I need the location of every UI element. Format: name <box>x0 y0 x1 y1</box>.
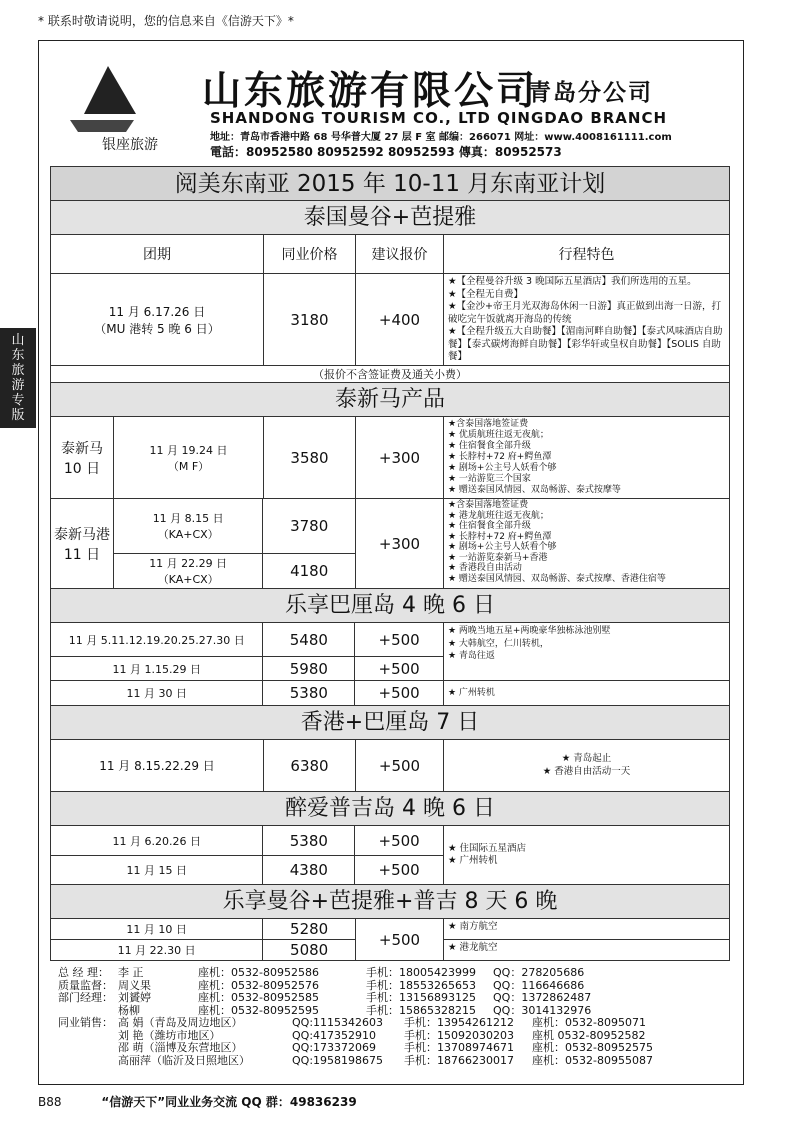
tour-route: （MU 港转 5 晚 6 日） <box>94 321 220 336</box>
contact-name: 李 正 <box>118 966 144 979</box>
feature-line: ★ 剧场+公主号人妖看个够 <box>448 542 557 552</box>
feature-line: ★ 优质航班往返无夜航； <box>448 430 549 440</box>
feature-line: ★ 南方航空 <box>444 919 729 940</box>
product-name: 泰新马 10 日 <box>51 417 114 498</box>
contact-landline: 座机：0532-80952585 <box>198 991 319 1004</box>
contact-name: 杨柳 <box>118 1003 140 1017</box>
price-table <box>50 166 730 961</box>
feature-line: ★【全程曼谷升级 3 晚国际五星酒店】我们所选用的五星。 <box>448 276 697 287</box>
feature-line: ★ 港龙航空 <box>448 942 498 953</box>
tour-price: 5280 <box>290 920 329 938</box>
feature-line: ★ 青岛起止 <box>561 753 612 764</box>
feature-line: ★ 两晚当地五星+两晚豪华独栋泳池别墅 <box>448 626 611 636</box>
contact-mobile: 手机：18005423999 <box>366 966 476 979</box>
section-combo: 乐享曼谷+芭提雅+普吉 8 天 6 晚 <box>51 885 729 919</box>
company-english: SHANDONG TOURISM CO., LTD QINGDAO BRANCH <box>210 109 668 127</box>
table-row <box>51 623 443 657</box>
contact-mobile: 手机：18766230017 <box>404 1053 514 1067</box>
contact-row <box>58 967 653 980</box>
tour-date: 11 月 8.15 日 <box>152 512 224 525</box>
feature-line: ★ 香港自由活动一天 <box>542 765 631 777</box>
page-banner: 阅美东南亚 2015 年 10-11 月东南亚计划 <box>51 167 729 201</box>
contact-qq: QQ：278205686 <box>493 966 585 979</box>
feature-line: ★ 一站游览三个国家 <box>448 474 531 484</box>
tour-date: 11 月 22.29 日 <box>149 557 228 570</box>
section-bali: 乐享巴厘岛 4 晚 6 日 <box>51 589 729 623</box>
contact-landline: 座机：0532-80952586 <box>198 966 319 979</box>
contact-landline: 座机：0532-80952576 <box>198 978 319 992</box>
contact-mobile: 手机：13954261212 <box>404 1016 514 1029</box>
tour-suggest: +500 <box>378 659 420 678</box>
contact-mobile: 手机：15865328215 <box>366 1003 476 1017</box>
contact-row <box>58 992 653 1005</box>
contact-qq: QQ:1115342603 <box>292 1016 384 1029</box>
contact-name: 邵 萌（淄博及东营地区） <box>118 1041 243 1054</box>
company-phones: 電話：80952580 80952592 80952593 傳真：80952573 <box>210 145 562 159</box>
footer <box>38 1093 357 1110</box>
product-name: 泰新马港 11 日 <box>51 499 114 588</box>
page-number: B88 <box>38 1095 62 1109</box>
contact-mobile: 手机：13708974671 <box>404 1041 514 1054</box>
price-note: （报价不含签证费及通关小费） <box>51 366 729 383</box>
contact-name: 刘 艳（潍坊市地区） <box>118 1028 221 1042</box>
feature-line: ★ 住宿餐食全部升级 <box>448 441 531 451</box>
feature-line: ★ 香港段自由活动 <box>448 563 522 573</box>
contact-name: 高 娟（青岛及周边地区） <box>118 1016 243 1029</box>
tour-suggest: +300 <box>356 499 444 588</box>
contact-mobile: 手机：13156893125 <box>366 991 476 1004</box>
contact-landline: 座机：0532-8095071 <box>532 1016 646 1029</box>
tour-date: 11 月 30 日 <box>51 681 263 705</box>
feature-line: ★ 广州转机 <box>448 855 498 866</box>
contact-role <box>58 1055 118 1068</box>
feature-line: ★ 住国际五星酒店 <box>448 842 527 854</box>
tour-price: 6380 <box>264 740 356 791</box>
section-thai: 泰国曼谷+芭提雅 <box>51 201 729 235</box>
feature-line: ★ 青岛往返 <box>448 651 495 661</box>
tour-date: 11 月 1.15.29 日 <box>51 657 263 680</box>
tour-suggest: +500 <box>378 861 420 879</box>
top-note: * 联系时敬请说明，您的信息来自《信游天下》* <box>38 14 294 28</box>
tour-price: 3580 <box>264 417 356 498</box>
table-row <box>51 826 443 856</box>
contact-mobile: 手机：15092030203 <box>404 1028 514 1042</box>
contact-role: 质量监督： <box>58 978 113 992</box>
company-name: 山东旅游有限公司 <box>202 68 539 114</box>
tour-route: （KA+CX） <box>157 528 219 541</box>
contact-landline: 座机：0532-80955087 <box>532 1053 653 1067</box>
tour-suggest: +500 <box>356 919 444 960</box>
table-header <box>51 235 729 274</box>
feature-line: ★ 剧场+公主号人妖看个够 <box>448 463 557 473</box>
contact-list <box>58 967 653 1067</box>
tour-price: 5380 <box>263 826 355 855</box>
contact-name: 周义果 <box>118 978 151 992</box>
table-row <box>51 856 443 884</box>
tour-date: 11 月 5.11.12.19.20.25.27.30 日 <box>51 623 263 656</box>
tour-suggest: +400 <box>356 274 444 365</box>
feature-line: ★ 港龙航班往返无夜航； <box>448 510 549 521</box>
tour-date: 11 月 8.15.22.29 日 <box>51 740 264 791</box>
side-tab-char: 游 <box>11 378 25 393</box>
tour-price: 5980 <box>263 657 355 680</box>
tour-price: 5380 <box>263 681 355 705</box>
contact-role <box>58 1030 118 1043</box>
feature-line: ★ 大韩航空，仁川转机， <box>448 638 549 649</box>
contact-name: 高丽萍（临沂及日照地区） <box>118 1053 250 1067</box>
contact-landline: 座机 0532-80952582 <box>532 1028 646 1042</box>
feature-line: ★含泰国落地签证费 <box>448 500 529 510</box>
tour-price: 4380 <box>263 856 355 884</box>
tour-date: 11 月 6.17.26 日 <box>108 304 206 319</box>
section-tsm: 泰新马产品 <box>51 383 729 417</box>
tour-price: 3780 <box>290 517 329 535</box>
side-tab-char: 版 <box>11 408 25 423</box>
contact-role: 部门经理： <box>58 991 113 1004</box>
contact-name: 刘贇婷 <box>118 991 151 1004</box>
footer-text: “信游天下”同业业务交流 QQ 群：49836239 <box>101 1095 357 1109</box>
header-price: 同业价格 <box>264 235 356 273</box>
tour-suggest: +500 <box>378 630 420 649</box>
table-row <box>51 681 443 705</box>
contact-mobile: 手机：18553265653 <box>366 978 476 992</box>
tour-date: 11 月 10 日 <box>51 919 263 939</box>
contact-qq: QQ：116646686 <box>493 978 585 992</box>
tour-suggest: +500 <box>378 831 420 850</box>
feature-line: ★ 赠送泰国风情园、双岛畅游、泰式按摩、香港住宿等 <box>448 573 666 584</box>
side-tab-char: 东 <box>11 348 25 363</box>
tour-price: 5480 <box>263 623 355 656</box>
company-branch: 青岛分公司 <box>528 79 653 106</box>
tour-suggest: +500 <box>378 684 420 702</box>
company-address: 地址：青岛市香港中路 68 号华普大厦 27 层 F 室 邮编：266071 网址：www.4008161111.com <box>210 132 672 143</box>
contact-qq: QQ:417352910 <box>292 1028 377 1042</box>
contact-qq: QQ：3014132976 <box>493 1003 592 1017</box>
header-suggest: 建议报价 <box>356 235 444 273</box>
feature-line: ★ 广州转机 <box>448 687 495 698</box>
feature-line: ★ 住宿餐食全部升级 <box>448 521 531 531</box>
contact-qq: QQ：1372862487 <box>493 991 592 1004</box>
table-row <box>51 940 355 960</box>
side-tab-char: 旅 <box>11 363 25 378</box>
feature-line: ★【全程升级五大自助餐】【湄南河畔自助餐】【泰式风味酒店自助餐】【泰式碳烤海鲜自助餐】【彩华轩或皇权自助餐】【SOLIS 自助餐】 <box>448 326 723 362</box>
feature-line: ★ 长脖村+72 府+鳄鱼潭 <box>448 452 552 462</box>
table-row <box>51 740 729 792</box>
contact-landline: 座机：0532-80952595 <box>198 1003 319 1017</box>
table-row <box>51 274 729 366</box>
contact-role: 总 经 理： <box>58 966 109 979</box>
table-row <box>51 417 729 499</box>
feature-line: ★ 长脖村+72 府+鳄鱼潭 <box>448 531 552 542</box>
tour-route: （KA+CX） <box>157 573 219 586</box>
contact-qq: QQ:173372069 <box>292 1041 377 1054</box>
tour-date: 11 月 19.24 日 <box>149 443 228 457</box>
tour-date: 11 月 22.30 日 <box>51 940 263 960</box>
sales-row <box>58 1017 653 1030</box>
tour-suggest: +300 <box>356 417 444 498</box>
section-phuket: 醉爱普吉岛 4 晚 6 日 <box>51 792 729 826</box>
table-row <box>51 919 355 940</box>
feature-line: ★ 赠送泰国风情园、双岛畅游、泰式按摩等 <box>448 485 621 495</box>
header-dates: 团期 <box>51 235 264 273</box>
tour-price: 5080 <box>290 941 329 959</box>
contact-role <box>58 1042 118 1055</box>
tour-date: 11 月 6.20.26 日 <box>51 826 263 855</box>
sales-row <box>58 1055 653 1068</box>
section-hk: 香港+巴厘岛 7 日 <box>51 706 729 740</box>
side-tab <box>0 328 36 428</box>
header-features: 行程特色 <box>558 247 615 263</box>
tour-date: 11 月 15 日 <box>51 856 263 884</box>
feature-line: ★【全程无自费】 <box>448 288 524 300</box>
contact-role: 同业销售： <box>58 1016 113 1029</box>
tour-suggest: +500 <box>356 740 444 791</box>
table-row <box>51 657 443 681</box>
contact-landline: 座机：0532-80952575 <box>532 1041 653 1054</box>
tour-price: 4180 <box>290 562 329 580</box>
tour-price: 3180 <box>264 274 356 365</box>
side-tab-char: 专 <box>11 393 25 408</box>
contact-qq: QQ:1958198675 <box>292 1053 384 1067</box>
side-tab-char: 山 <box>11 333 25 348</box>
sales-row <box>58 1042 653 1055</box>
tour-route: （M F） <box>167 459 210 473</box>
feature-line: ★【金沙+帝王月光双海岛休闲一日游】真正做到出海一日游，打破吃完午饭就离开海岛的传统 <box>448 301 721 325</box>
feature-line: ★含泰国落地签证费 <box>448 419 529 429</box>
feature-line: ★ 一站游览泰新马+香港 <box>448 552 548 563</box>
logo-text: 银座旅游 <box>102 137 158 153</box>
table-row <box>51 499 729 589</box>
